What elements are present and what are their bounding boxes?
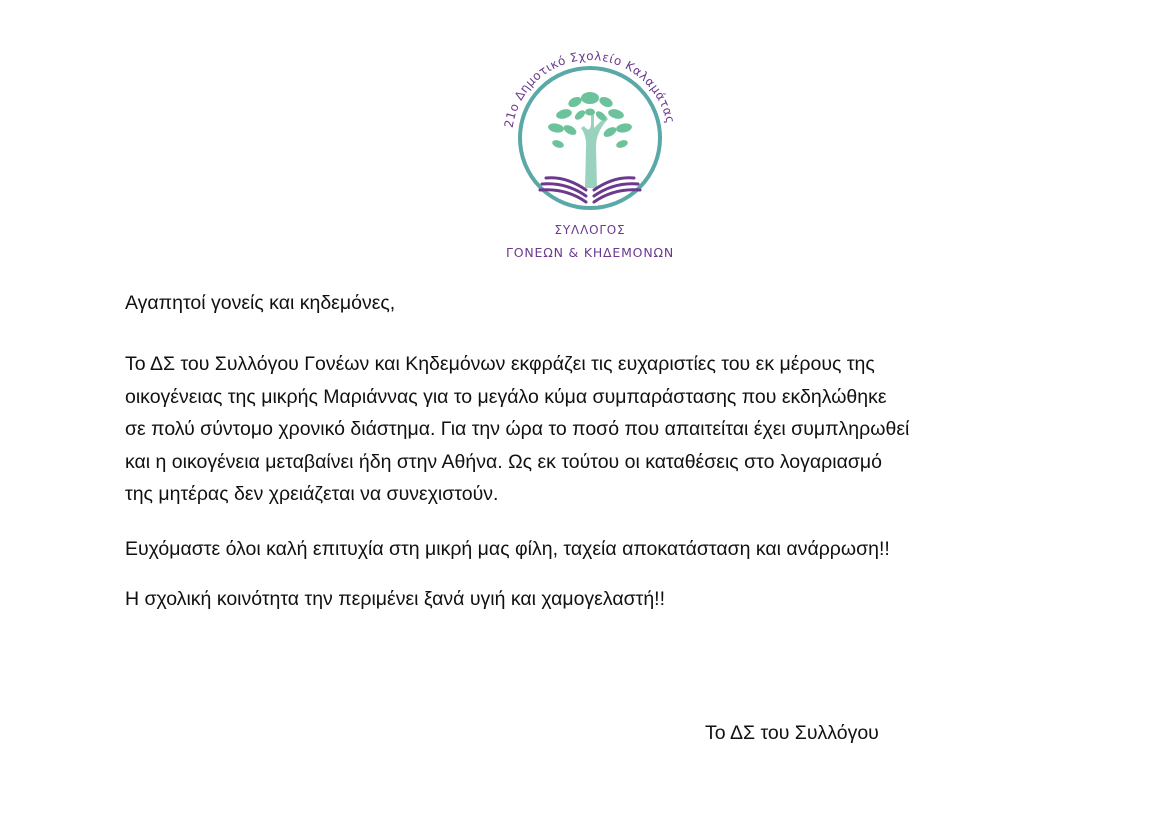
paragraph-line: της μητέρας δεν χρειάζεται να συνεχιστούν. xyxy=(125,483,499,505)
paragraph-line: και η οικογένεια μεταβαίνει ήδη στην Αθήνα. Ως εκ τούτου οι καταθέσεις στο λογαριασμό xyxy=(125,450,882,473)
logo-org-line2: ΓΟΝΕΩΝ & ΚΗΔΕΜΟΝΩΝ xyxy=(506,245,674,260)
letter-signature: Το ΔΣ του Συλλόγου xyxy=(705,722,879,744)
paragraph-line: Το ΔΣ του Συλλόγου Γονέων και Κηδεμόνων εκφράζει τις ευχαριστίες του εκ μέρους της xyxy=(125,353,875,375)
letter-main-paragraph xyxy=(125,348,1085,511)
letter-greeting: Αγαπητοί γονείς και κηδεμόνες, xyxy=(125,292,396,314)
letter-community-message: Η σχολική κοινότητα την περιμένει ξανά υγιή και χαμογελαστή!! xyxy=(125,588,666,610)
paragraph-line: σε πολύ σύντομο χρονικό διάστημα. Για την ώρα το ποσό που απαιτείται έχει συμπληρωθεί xyxy=(125,418,910,440)
tree-icon xyxy=(547,92,632,188)
logo-org-line1: ΣΥΛΛΟΓΟΣ xyxy=(554,223,626,237)
letter-wishes: Ευχόμαστε όλοι καλή επιτυχία στη μικρή μας φίλη, ταχεία αποκατάσταση και ανάρρωση!! xyxy=(125,538,890,560)
school-association-logo xyxy=(490,20,690,270)
paragraph-line: οικογένειας της μικρής Μαριάννας για το μεγάλο κύμα συμπαράστασης που εκδηλώθηκε xyxy=(125,385,887,408)
logo-arc-text: 21ο Δημοτικό Σχολείο Καλαμάτας xyxy=(501,48,678,129)
